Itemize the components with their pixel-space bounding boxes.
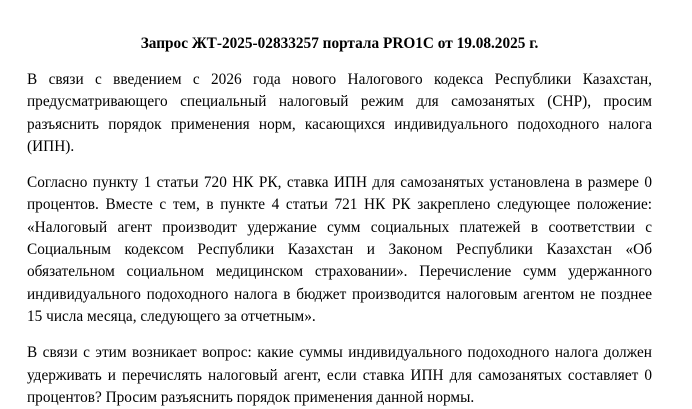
document-title: Запрос ЖТ-2025-02833257 портала PRO1C от 19.08.2025 г.	[140, 35, 539, 52]
paragraph-legal-basis: Согласно пункту 1 статьи 720 НК РК, ставка ИПН для самозанятых установлена в размере 0 процентов. Вместе с тем, в пункте 4 статьи 721 НК РК закреплено следующее положение: «Налоговый агент производит удержание сумм социальных платежей в соответствии с Социальным кодексом Республики Казахстан и Законом Республики Казахстан «Об обязательном социальном медицинском страховании». Перечисление сумм удержанного индивидуального подоходного налога в бюджет производится налоговым агентом не позднее 15 числа месяца, следующего за отчетным».	[27, 174, 652, 325]
paragraph-question: В связи с этим возникает вопрос: какие суммы индивидуального подоходного налога должен удерживать и перечислять налоговый агент, если ставка ИПН для самозанятых составляет 0 процентов? Просим разъяснить порядок применения данной нормы.	[27, 344, 652, 406]
document-page	[27, 34, 652, 409]
paragraph-introduction: В связи с введением с 2026 года нового Налогового кодекса Республики Казахстан, предусматривающего специальный налоговый режим для самозанятых (СНР), просим разъяснить порядок применения норм, касающихся индивидуального подоходного налога (ИПН).	[27, 71, 652, 155]
